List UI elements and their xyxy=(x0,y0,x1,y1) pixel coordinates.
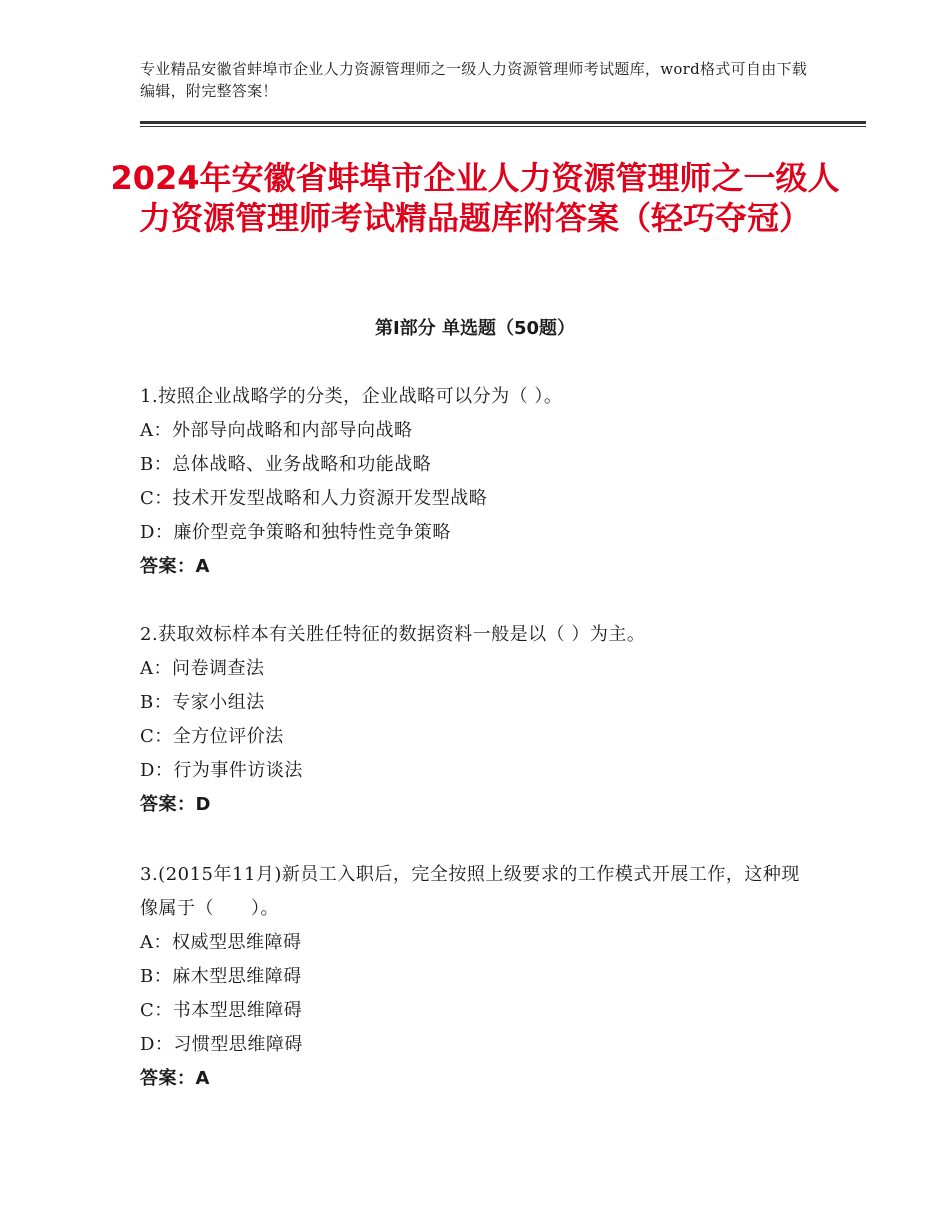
question-stem: 1.按照企业战略学的分类，企业战略可以分为（ ）。 xyxy=(140,386,563,407)
header-rule-thick xyxy=(140,121,866,124)
section-heading: 第Ⅰ部分 单选题（50题） xyxy=(374,318,575,339)
option-a: A：问卷调查法 xyxy=(140,658,265,679)
answer: 答案：A xyxy=(140,1068,210,1089)
option-c: C：技术开发型战略和人力资源开发型战略 xyxy=(140,488,488,509)
header-rule-thin xyxy=(140,126,866,127)
question-2 xyxy=(140,618,810,822)
option-b: B：麻木型思维障碍 xyxy=(140,966,302,987)
option-c: C：书本型思维障碍 xyxy=(140,1000,303,1021)
document-title: 2024年安徽省蚌埠市企业人力资源管理师之一级人力资源管理师考试精品题库附答案（轻巧夺冠） xyxy=(110,159,840,237)
answer: 答案：A xyxy=(140,556,210,577)
option-a: A：权威型思维障碍 xyxy=(140,932,302,953)
question-3 xyxy=(140,858,810,1096)
header-note: 专业精品安徽省蚌埠市企业人力资源管理师之一级人力资源管理师考试题库，word格式可自由下载编辑，附完整答案！ xyxy=(140,60,808,100)
option-d: D：廉价型竞争策略和独特性竞争策略 xyxy=(140,522,451,543)
question-1 xyxy=(140,380,810,584)
option-b: B：总体战略、业务战略和功能战略 xyxy=(140,454,432,475)
option-d: D：行为事件访谈法 xyxy=(140,760,303,781)
option-c: C：全方位评价法 xyxy=(140,726,284,747)
option-b: B：专家小组法 xyxy=(140,692,265,713)
answer: 答案：D xyxy=(140,794,211,815)
option-a: A：外部导向战略和内部导向战略 xyxy=(140,420,413,441)
question-stem: 3.(2015年11月)新员工入职后，完全按照上级要求的工作模式开展工作，这种现像属于（ ）。 xyxy=(140,864,800,919)
question-stem: 2.获取效标样本有关胜任特征的数据资料一般是以（ ）为主。 xyxy=(140,624,646,645)
option-d: D：习惯型思维障碍 xyxy=(140,1034,303,1055)
